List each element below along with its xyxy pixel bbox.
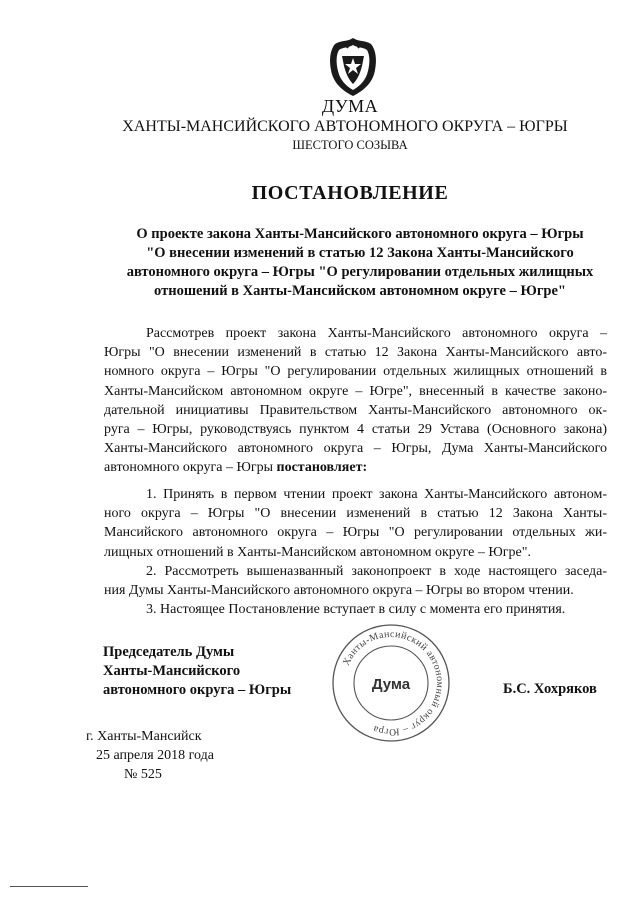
signer-name: Б.С. Хохряков (503, 681, 597, 697)
subject-line: отношений в Ханты-Мансийском автономном округе – Югре" (154, 283, 566, 299)
coat-of-arms-icon (327, 36, 379, 98)
preamble-paragraph (104, 324, 607, 478)
resolution-items (104, 485, 607, 619)
item-line: 1. Принять в первом чтении проект закона Ханты-Мансийского автоном- (146, 487, 607, 502)
city: г. Ханты-Мансийск (86, 729, 202, 744)
document-place-date (86, 727, 214, 784)
paragraph-line: Ханты-Мансийского автономного округа – Югры, Дума Ханты-Мансийского (104, 441, 607, 457)
subject-line: О проекте закона Ханты-Мансийского автономного округа – Югры (136, 226, 584, 242)
document-date: 25 апреля 2018 года (96, 748, 214, 763)
duma-title: ДУМА (321, 96, 379, 116)
subject-line: "О внесении изменений в статью 12 Закона Ханты-Мансийского (146, 245, 574, 261)
document-subject (100, 225, 620, 301)
paragraph-line: дательной инициативы Правительством Ханты-Мансийского автономного ок- (104, 402, 607, 418)
item-line: Мансийского автономного округа – Югры "О регулировании отдельных жи- (104, 525, 607, 541)
signer-position-line: автономного округа – Югры (103, 682, 292, 698)
seal-center-text: Дума (371, 676, 411, 693)
item-line: ния Думы Ханты-Мансийского автономного округа – Югры во втором чтении. (104, 583, 574, 599)
signer-position-line: Председатель Думы (103, 644, 235, 660)
paragraph-text: автономного округа – Югры (104, 460, 277, 476)
seal-ring-text: Ханты-Мансийский автономный округ – Югра (340, 628, 446, 738)
divider (10, 886, 88, 887)
item-line: лищных отношений в Ханты-Мансийском автономном округе – Югре". (104, 544, 531, 560)
official-seal (330, 622, 452, 744)
item-line: 3. Настоящее Постановление вступает в силу с момента его принятия. (146, 602, 566, 618)
paragraph-line: Югры "О внесении изменений в статью 12 Закона Ханты-Мансийского авто- (104, 345, 607, 361)
signer-position (103, 643, 291, 700)
paragraph-line: Рассмотрев проект закона Ханты-Мансийского автономного округа – (146, 326, 607, 341)
document-type: ПОСТАНОВЛЕНИЕ (251, 182, 449, 204)
paragraph-line-last (104, 458, 607, 477)
item-line: ного округа – Югры "О внесении изменений в статью 12 Закона Ханты- (104, 506, 607, 522)
paragraph-line: Ханты-Мансийском автономном округе – Югре", внесенный в качестве законо- (104, 383, 607, 399)
item-line: 2. Рассмотреть вышеназванный законопроект в ходе настоящего заседа- (146, 563, 607, 579)
resolves-word: постановляет: (276, 460, 368, 476)
okrug-name: ХАНТЫ-МАНСИЙСКОГО АВТОНОМНОГО ОКРУГА – ЮГРЫ (122, 118, 568, 135)
paragraph-line: руга – Югры, руководствуясь пунктом 4 статьи 29 Устава (Основного закона) (104, 422, 607, 438)
paragraph-line: номного округа – Югры "О регулировании отдельных жилищных отношений в (104, 364, 607, 380)
convocation: ШЕСТОГО СОЗЫВА (292, 138, 408, 152)
document-number: № 525 (124, 767, 162, 782)
signer-position-line: Ханты-Мансийского (103, 663, 241, 679)
subject-line: автономного округа – Югры "О регулировании отдельных жилищных (126, 264, 594, 280)
